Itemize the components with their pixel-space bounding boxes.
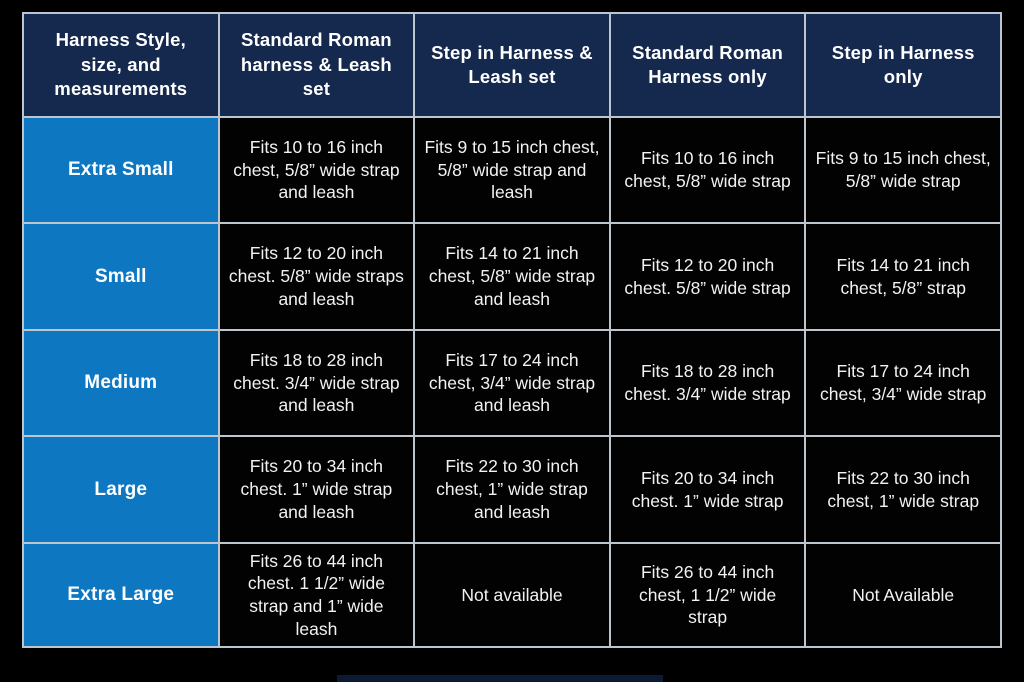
- table-cell: Fits 18 to 28 inch chest. 3/4” wide strap and leash: [220, 331, 414, 435]
- size-label-small: Small: [24, 224, 218, 329]
- size-label-extra-small: Extra Small: [24, 118, 218, 222]
- table-cell: Fits 17 to 24 inch chest, 3/4” wide strap and leash: [415, 331, 609, 435]
- table-cell: Fits 22 to 30 inch chest, 1” wide strap and leash: [415, 437, 609, 542]
- table-cell: Fits 20 to 34 inch chest. 1” wide strap: [611, 437, 805, 542]
- table-cell: Fits 9 to 15 inch chest, 5/8” wide strap: [806, 118, 1000, 222]
- size-label-large: Large: [24, 437, 218, 542]
- table-cell: Fits 26 to 44 inch chest, 1 1/2” wide strap: [611, 544, 805, 646]
- table-cell: Fits 17 to 24 inch chest, 3/4” wide strap: [806, 331, 1000, 435]
- table-cell: Fits 9 to 15 inch chest, 5/8” wide strap and leash: [415, 118, 609, 222]
- table-cell: Fits 12 to 20 inch chest. 5/8” wide straps and leash: [220, 224, 414, 329]
- bottom-accent-bar: [337, 675, 663, 682]
- table-cell: Fits 10 to 16 inch chest, 5/8” wide strap and leash: [220, 118, 414, 222]
- table-cell: Not available: [415, 544, 609, 646]
- harness-size-table: [22, 12, 1002, 648]
- header-style-size: Harness Style, size, and measurements: [24, 14, 218, 116]
- table-cell: Fits 26 to 44 inch chest. 1 1/2” wide strap and 1” wide leash: [220, 544, 414, 646]
- table-cell: Fits 12 to 20 inch chest. 5/8” wide strap: [611, 224, 805, 329]
- table-cell: Fits 22 to 30 inch chest, 1” wide strap: [806, 437, 1000, 542]
- size-label-extra-large: Extra Large: [24, 544, 218, 646]
- header-roman-leash-set: Standard Roman harness & Leash set: [220, 14, 414, 116]
- header-stepin-leash-set: Step in Harness & Leash set: [415, 14, 609, 116]
- header-stepin-only: Step in Harness only: [806, 14, 1000, 116]
- table-cell: Not Available: [806, 544, 1000, 646]
- table-cell: Fits 14 to 21 inch chest, 5/8” wide strap and leash: [415, 224, 609, 329]
- table-cell: Fits 10 to 16 inch chest, 5/8” wide strap: [611, 118, 805, 222]
- table-cell: Fits 14 to 21 inch chest, 5/8” strap: [806, 224, 1000, 329]
- header-roman-only: Standard Roman Harness only: [611, 14, 805, 116]
- table-cell: Fits 18 to 28 inch chest. 3/4” wide strap: [611, 331, 805, 435]
- table-cell: Fits 20 to 34 inch chest. 1” wide strap and leash: [220, 437, 414, 542]
- size-label-medium: Medium: [24, 331, 218, 435]
